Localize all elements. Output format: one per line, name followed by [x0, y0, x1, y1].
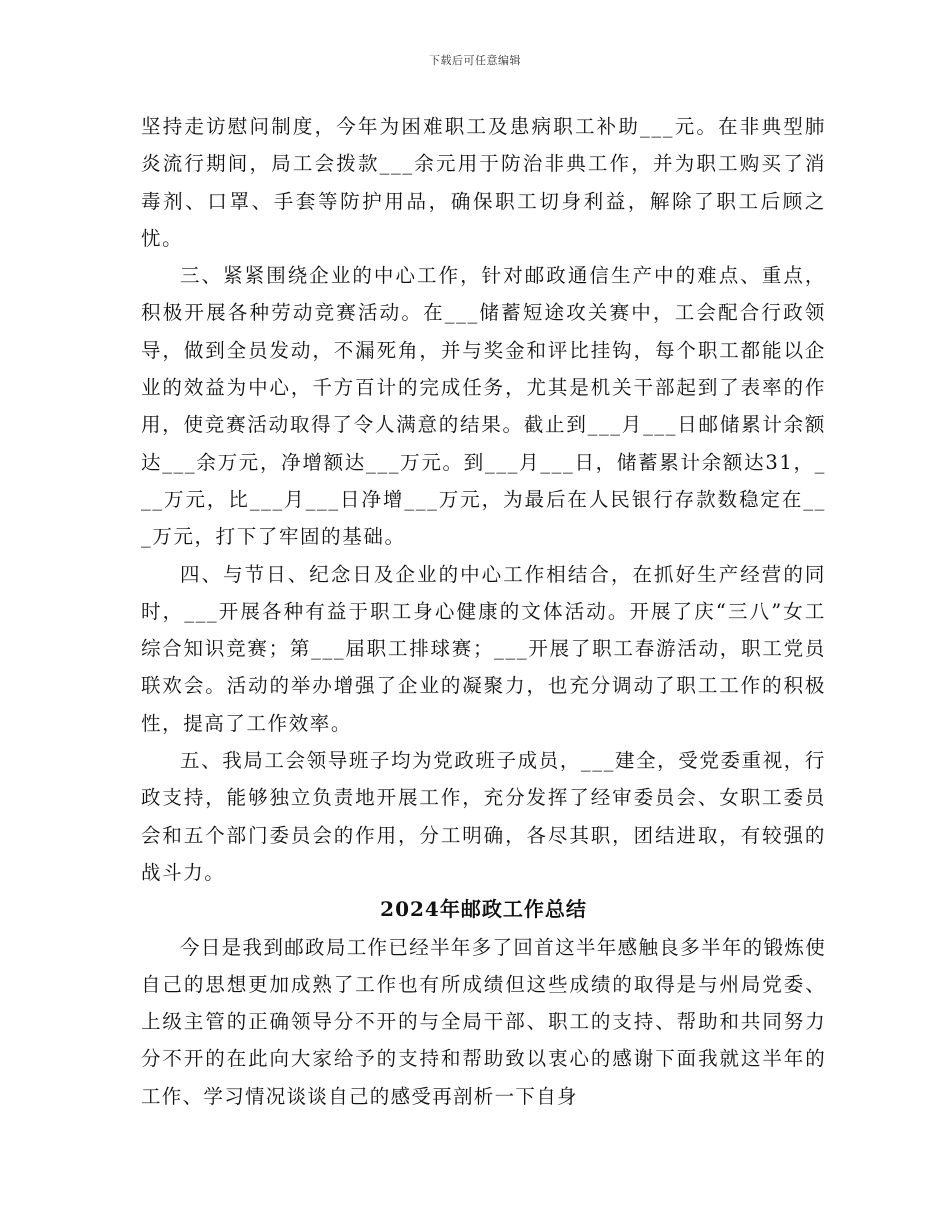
- document-body: [141, 108, 826, 1115]
- page-header: 下载后可任意编辑: [429, 54, 521, 67]
- paragraph-1: 坚持走访慰问制度，今年为困难职工及患病职工补助___元。在非典型肺炎流行期间，局工会拨款___余元用于防治非典工作，并为职工购买了消毒剂、口罩、手套等防护用品，确保职工切身利益，解除了职工后顾之忧。: [141, 115, 826, 250]
- paragraph-3: 四、与节日、纪念日及企业的中心工作相结合，在抓好生产经营的同时，___开展各种有益于职工身心健康的文体活动。开展了庆“三八”女工综合知识竞赛；第___届职工排球赛；___开展了职工春游活动，职工党员联欢会。活动的举办增强了企业的凝聚力，也充分调动了职工工作的积极性，提高了工作效率。: [141, 562, 826, 735]
- paragraph-4: 五、我局工会领导班子均为党政班子成员，___建全，受党委重视，行政支持，能够独立负责地开展工作，充分发挥了经审委员会、女职工委员会和五个部门委员会的作用，分工明确，各尽其职，团结进取，有较强的战斗力。: [141, 749, 826, 884]
- paragraph-2: 三、紧紧围绕企业的中心工作，针对邮政通信生产中的难点、重点，积极开展各种劳动竞赛活动。在___储蓄短途攻关赛中，工会配合行政领导，做到全员发动，不漏死角，并与奖金和评比挂钩，每个职工都能以企业的效益为中心，千方百计的完成任务，尤其是机关干部起到了表率的作用，使竞赛活动取得了令人满意的结果。截止到___月___日邮储累计余额达___余万元，净增额达___万元。到___月___日，储蓄累计余额达31，___万元，比___月___日净增___万元，为最后在人民银行存款数稳定在___万元，打下了牢固的基础。: [141, 264, 826, 549]
- paragraph-5: 今日是我到邮政局工作已经半年多了回首这半年感触良多半年的锻炼使自己的思想更加成熟了工作也有所成绩但这些成绩的取得是与州局党委、上级主管的正确领导分不开的与全局干部、职工的支持、帮助和共同努力分不开的在此向大家给予的支持和帮助致以衷心的感谢下面我就这半年的工作、学习情况谈谈自己的感受再剖析一下自身: [141, 935, 826, 1108]
- section-title: 2024年邮政工作总结: [380, 897, 587, 922]
